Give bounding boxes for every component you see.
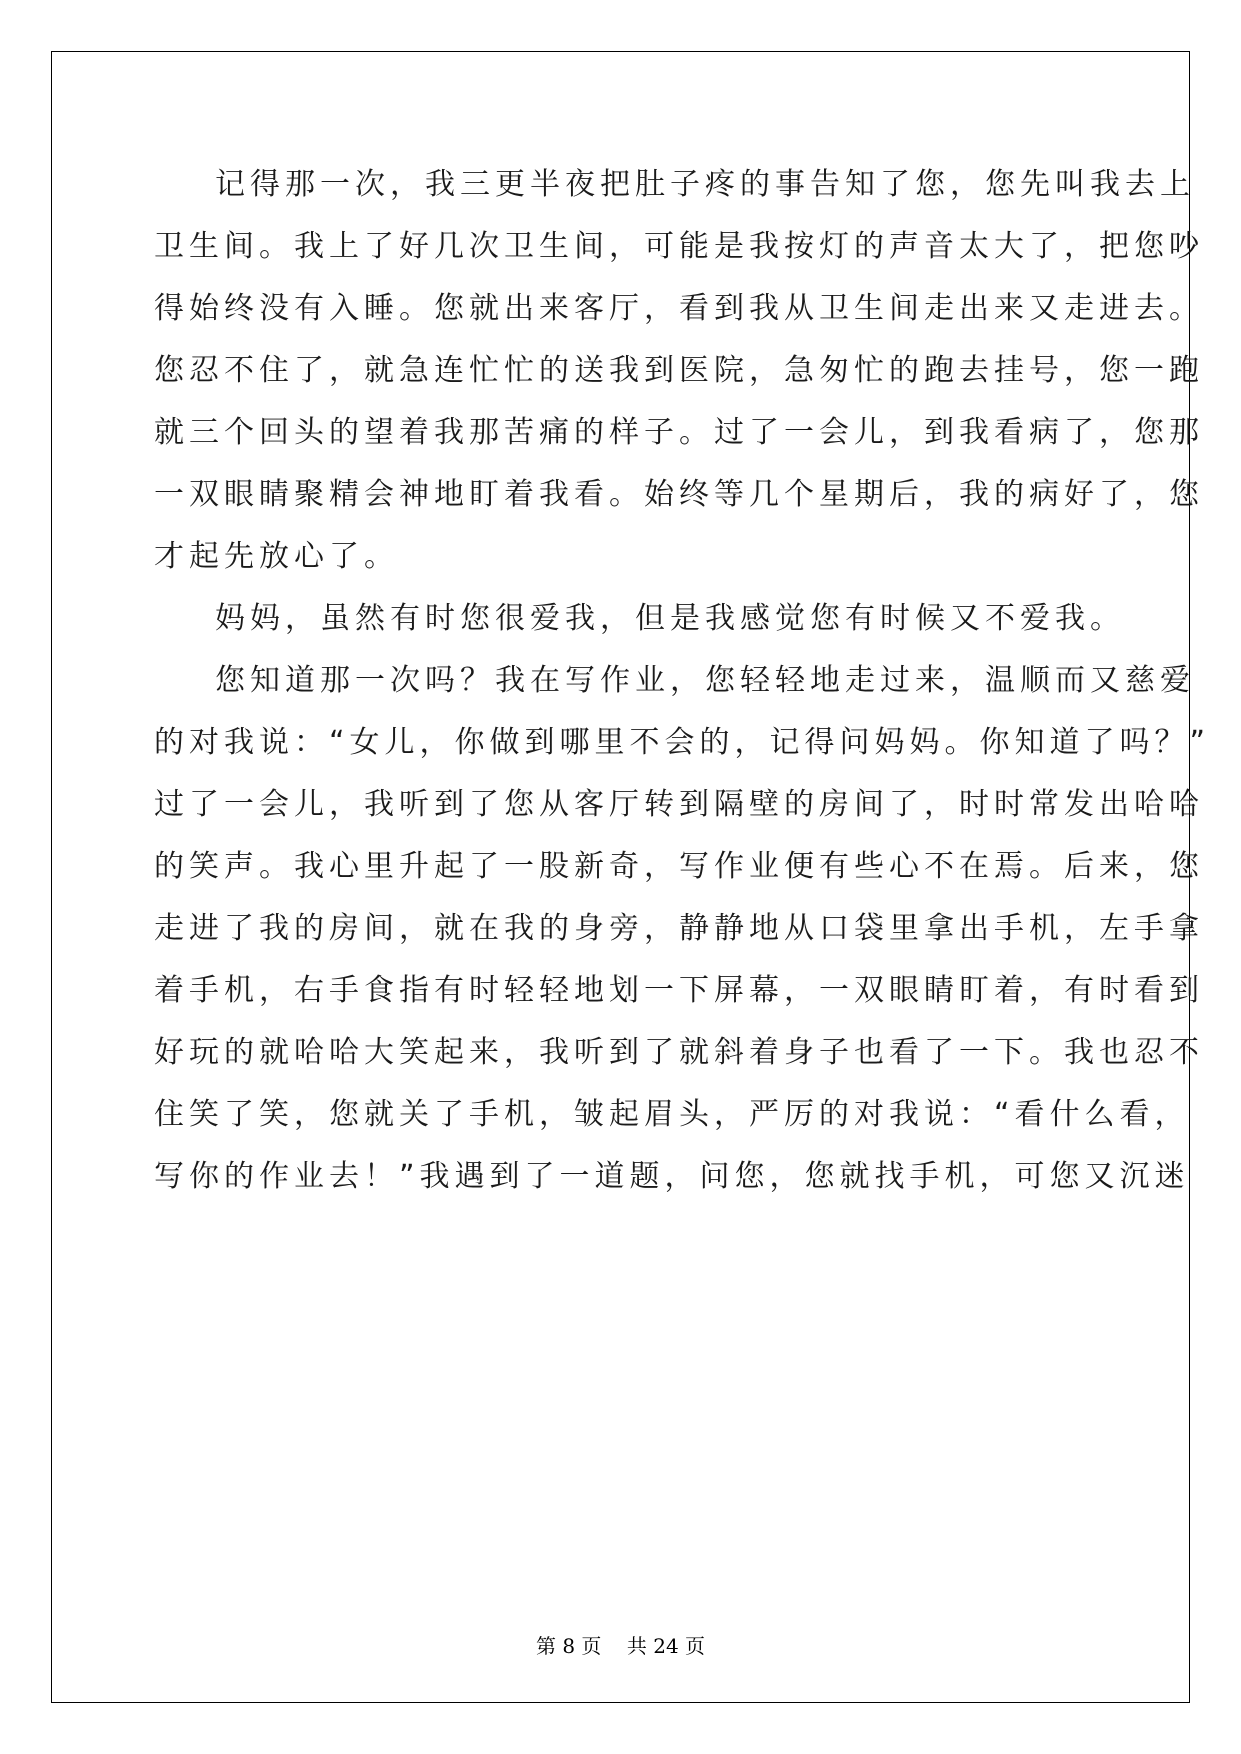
text-line: 着手机，右手食指有时轻轻地划一下屏幕，一双眼睛盯着，有时看到	[154, 973, 1204, 1008]
total-pages: 共 24 页	[626, 1634, 706, 1658]
text-line: 的笑声。我心里升起了一股新奇，写作业便有些心不在焉。后来，您	[154, 849, 1204, 884]
text-line: 记得那一次，我三更半夜把肚子疼的事告知了您，您先叫我去上	[215, 167, 1195, 202]
text-line: 才起先放心了。	[154, 539, 399, 574]
text-line: 过了一会儿，我听到了您从客厅转到隔壁的房间了，时时常发出哈哈	[154, 787, 1204, 822]
text-line: 住笑了笑，您就关了手机，皱起眉头，严厉的对我说：“看什么看，	[154, 1097, 1190, 1132]
text-line: 的对我说：“女儿，你做到哪里不会的，记得问妈妈。你知道了吗？”	[154, 725, 1211, 760]
text-line: 写你的作业去！”我遇到了一道题，问您，您就找手机，可您又沉迷	[154, 1159, 1190, 1194]
text-line: 得始终没有入睡。您就出来客厅，看到我从卫生间走出来又走进去。	[154, 291, 1204, 326]
text-line: 您忍不住了，就急连忙忙的送我到医院，急匆忙的跑去挂号，您一跑	[154, 353, 1204, 388]
text-line: 妈妈，虽然有时您很爱我，但是我感觉您有时候又不爱我。	[215, 601, 1125, 636]
text-line: 您知道那一次吗？我在写作业，您轻轻地走过来，温顺而又慈爱	[215, 663, 1195, 698]
text-line: 走进了我的房间，就在我的身旁，静静地从口袋里拿出手机，左手拿	[154, 911, 1204, 946]
text-line: 一双眼睛聚精会神地盯着我看。始终等几个星期后，我的病好了，您	[154, 477, 1204, 512]
text-line: 就三个回头的望着我那苦痛的样子。过了一会儿，到我看病了，您那	[154, 415, 1204, 450]
text-line: 好玩的就哈哈大笑起来，我听到了就斜着身子也看了一下。我也忍不	[154, 1035, 1204, 1070]
page-footer	[0, 1634, 1241, 1658]
page-number: 第 8 页	[535, 1634, 602, 1658]
text-line: 卫生间。我上了好几次卫生间，可能是我按灯的声音太大了，把您吵	[154, 229, 1204, 264]
